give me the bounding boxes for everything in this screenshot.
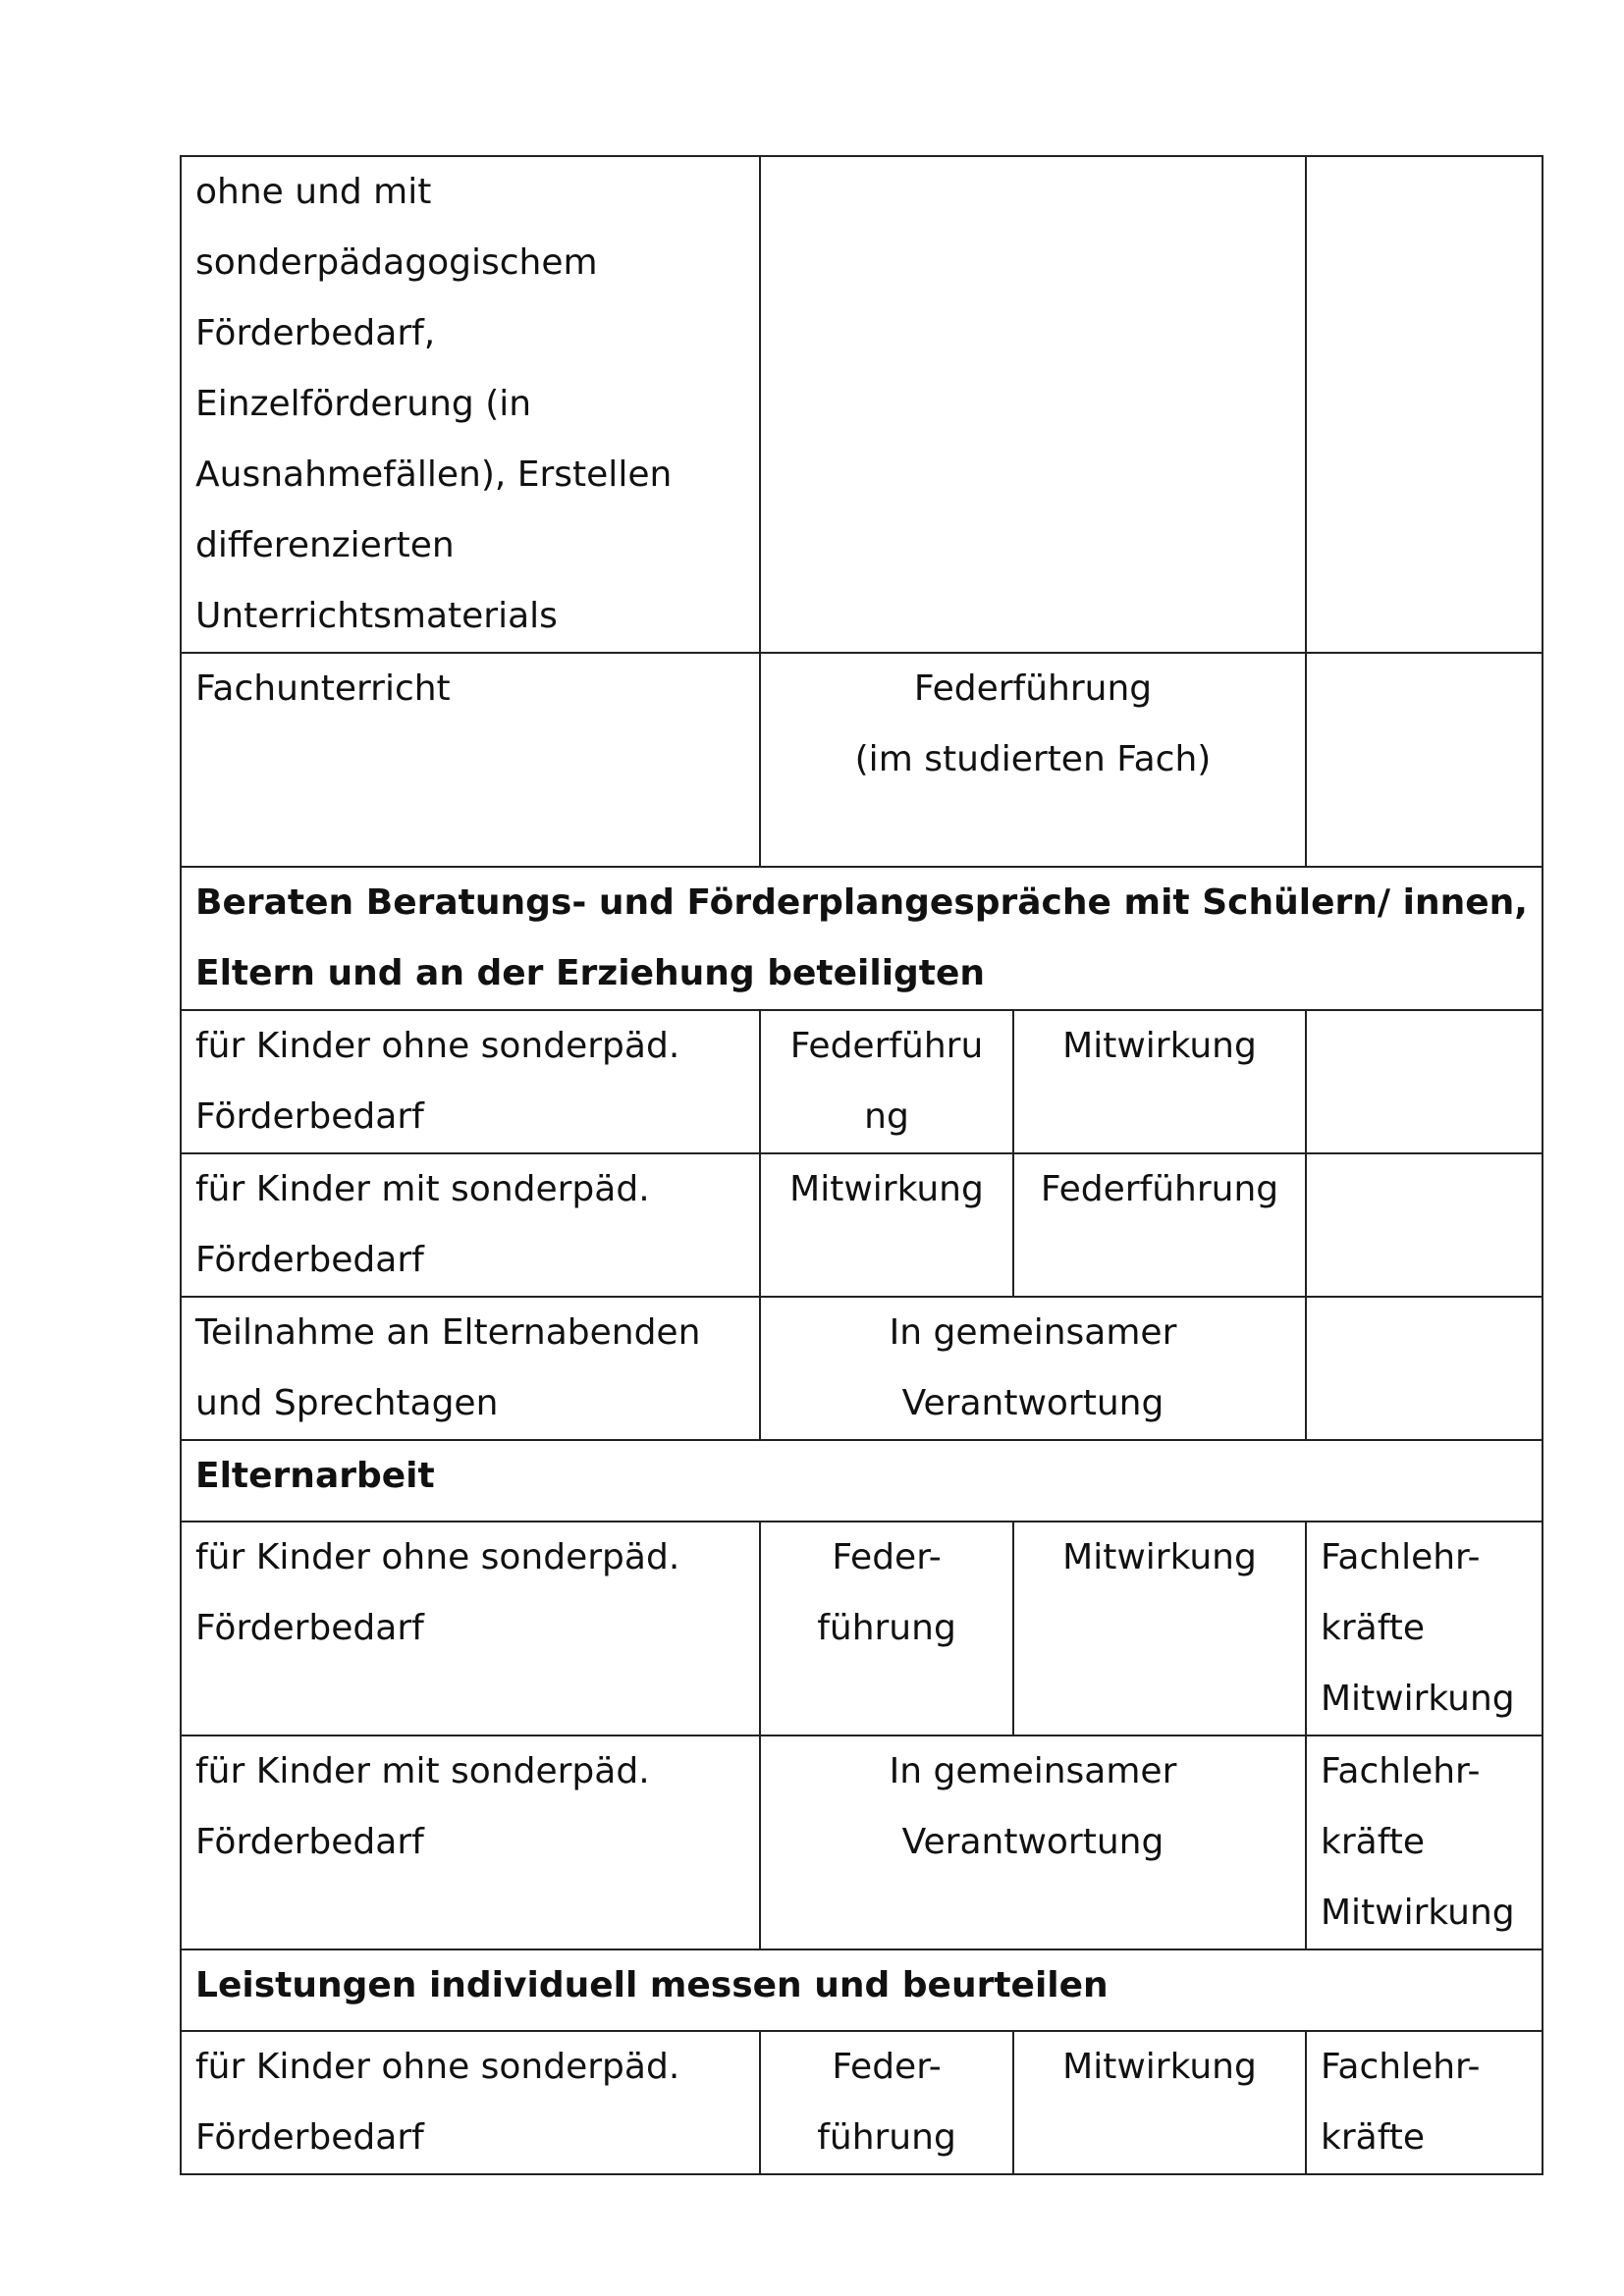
note-cell (1306, 1010, 1543, 1153)
task-cell: für Kinder ohne sonderpäd. Förderbedarf (181, 2031, 760, 2174)
note-cell: Fachlehr- kräfte (1306, 2031, 1543, 2174)
responsibility-cell: Mitwirkung (1013, 1010, 1306, 1153)
table-row (181, 156, 1543, 653)
responsibility-cell: Mitwirkung (1013, 2031, 1306, 2174)
task-cell: Fachunterricht (181, 653, 760, 867)
task-cell: für Kinder mit sonderpäd. Förderbedarf (181, 1153, 760, 1297)
note-cell (1306, 1153, 1543, 1297)
responsibility-cell: Federführung (1013, 1153, 1306, 1297)
note-cell (1306, 156, 1543, 653)
section-header-row (181, 1440, 1543, 1522)
responsibility-table (180, 155, 1543, 2175)
table-row (181, 1010, 1543, 1153)
responsibility-cell: In gemeinsamer Verantwortung (760, 1297, 1306, 1440)
responsibility-cell: In gemeinsamer Verantwortung (760, 1735, 1306, 1949)
table-row (181, 1153, 1543, 1297)
responsibility-cell: Federführu ng (760, 1010, 1013, 1153)
task-cell: Teilnahme an Elternabenden und Sprechtagen (181, 1297, 760, 1440)
responsibility-cell: Federführung (im studierten Fach) (760, 653, 1306, 867)
section-heading-beraten: Beraten Beratungs- und Förderplangespräche mit Schülern/ innen, Eltern und an der Erziehung beteiligten (181, 867, 1543, 1010)
table-row (181, 1522, 1543, 1735)
task-cell: für Kinder mit sonderpäd. Förderbedarf (181, 1735, 760, 1949)
responsibility-cell: Mitwirkung (1013, 1522, 1306, 1735)
table-row (181, 653, 1543, 867)
responsibility-cell: Mitwirkung (760, 1153, 1013, 1297)
section-heading-leistungen: Leistungen individuell messen und beurteilen (181, 1949, 1543, 2031)
note-cell: Fachlehr- kräfte Mitwirkung (1306, 1522, 1543, 1735)
task-cell: für Kinder ohne sonderpäd. Förderbedarf (181, 1522, 760, 1735)
note-cell (1306, 1297, 1543, 1440)
section-header-row (181, 867, 1543, 1010)
task-cell: ohne und mit sonderpädagogischem Förderbedarf, Einzelförderung (in Ausnahmefällen), Erstellen differenzierten Unterrichtsmaterials (181, 156, 760, 653)
responsibility-cell (760, 156, 1306, 653)
responsibility-cell: Feder- führung (760, 2031, 1013, 2174)
note-cell: Fachlehr- kräfte Mitwirkung (1306, 1735, 1543, 1949)
table-row (181, 1735, 1543, 1949)
table-row (181, 1297, 1543, 1440)
note-cell (1306, 653, 1543, 867)
responsibility-cell: Feder- führung (760, 1522, 1013, 1735)
task-cell: für Kinder ohne sonderpäd. Förderbedarf (181, 1010, 760, 1153)
section-header-row (181, 1949, 1543, 2031)
table-row (181, 2031, 1543, 2174)
section-heading-elternarbeit: Elternarbeit (181, 1440, 1543, 1522)
